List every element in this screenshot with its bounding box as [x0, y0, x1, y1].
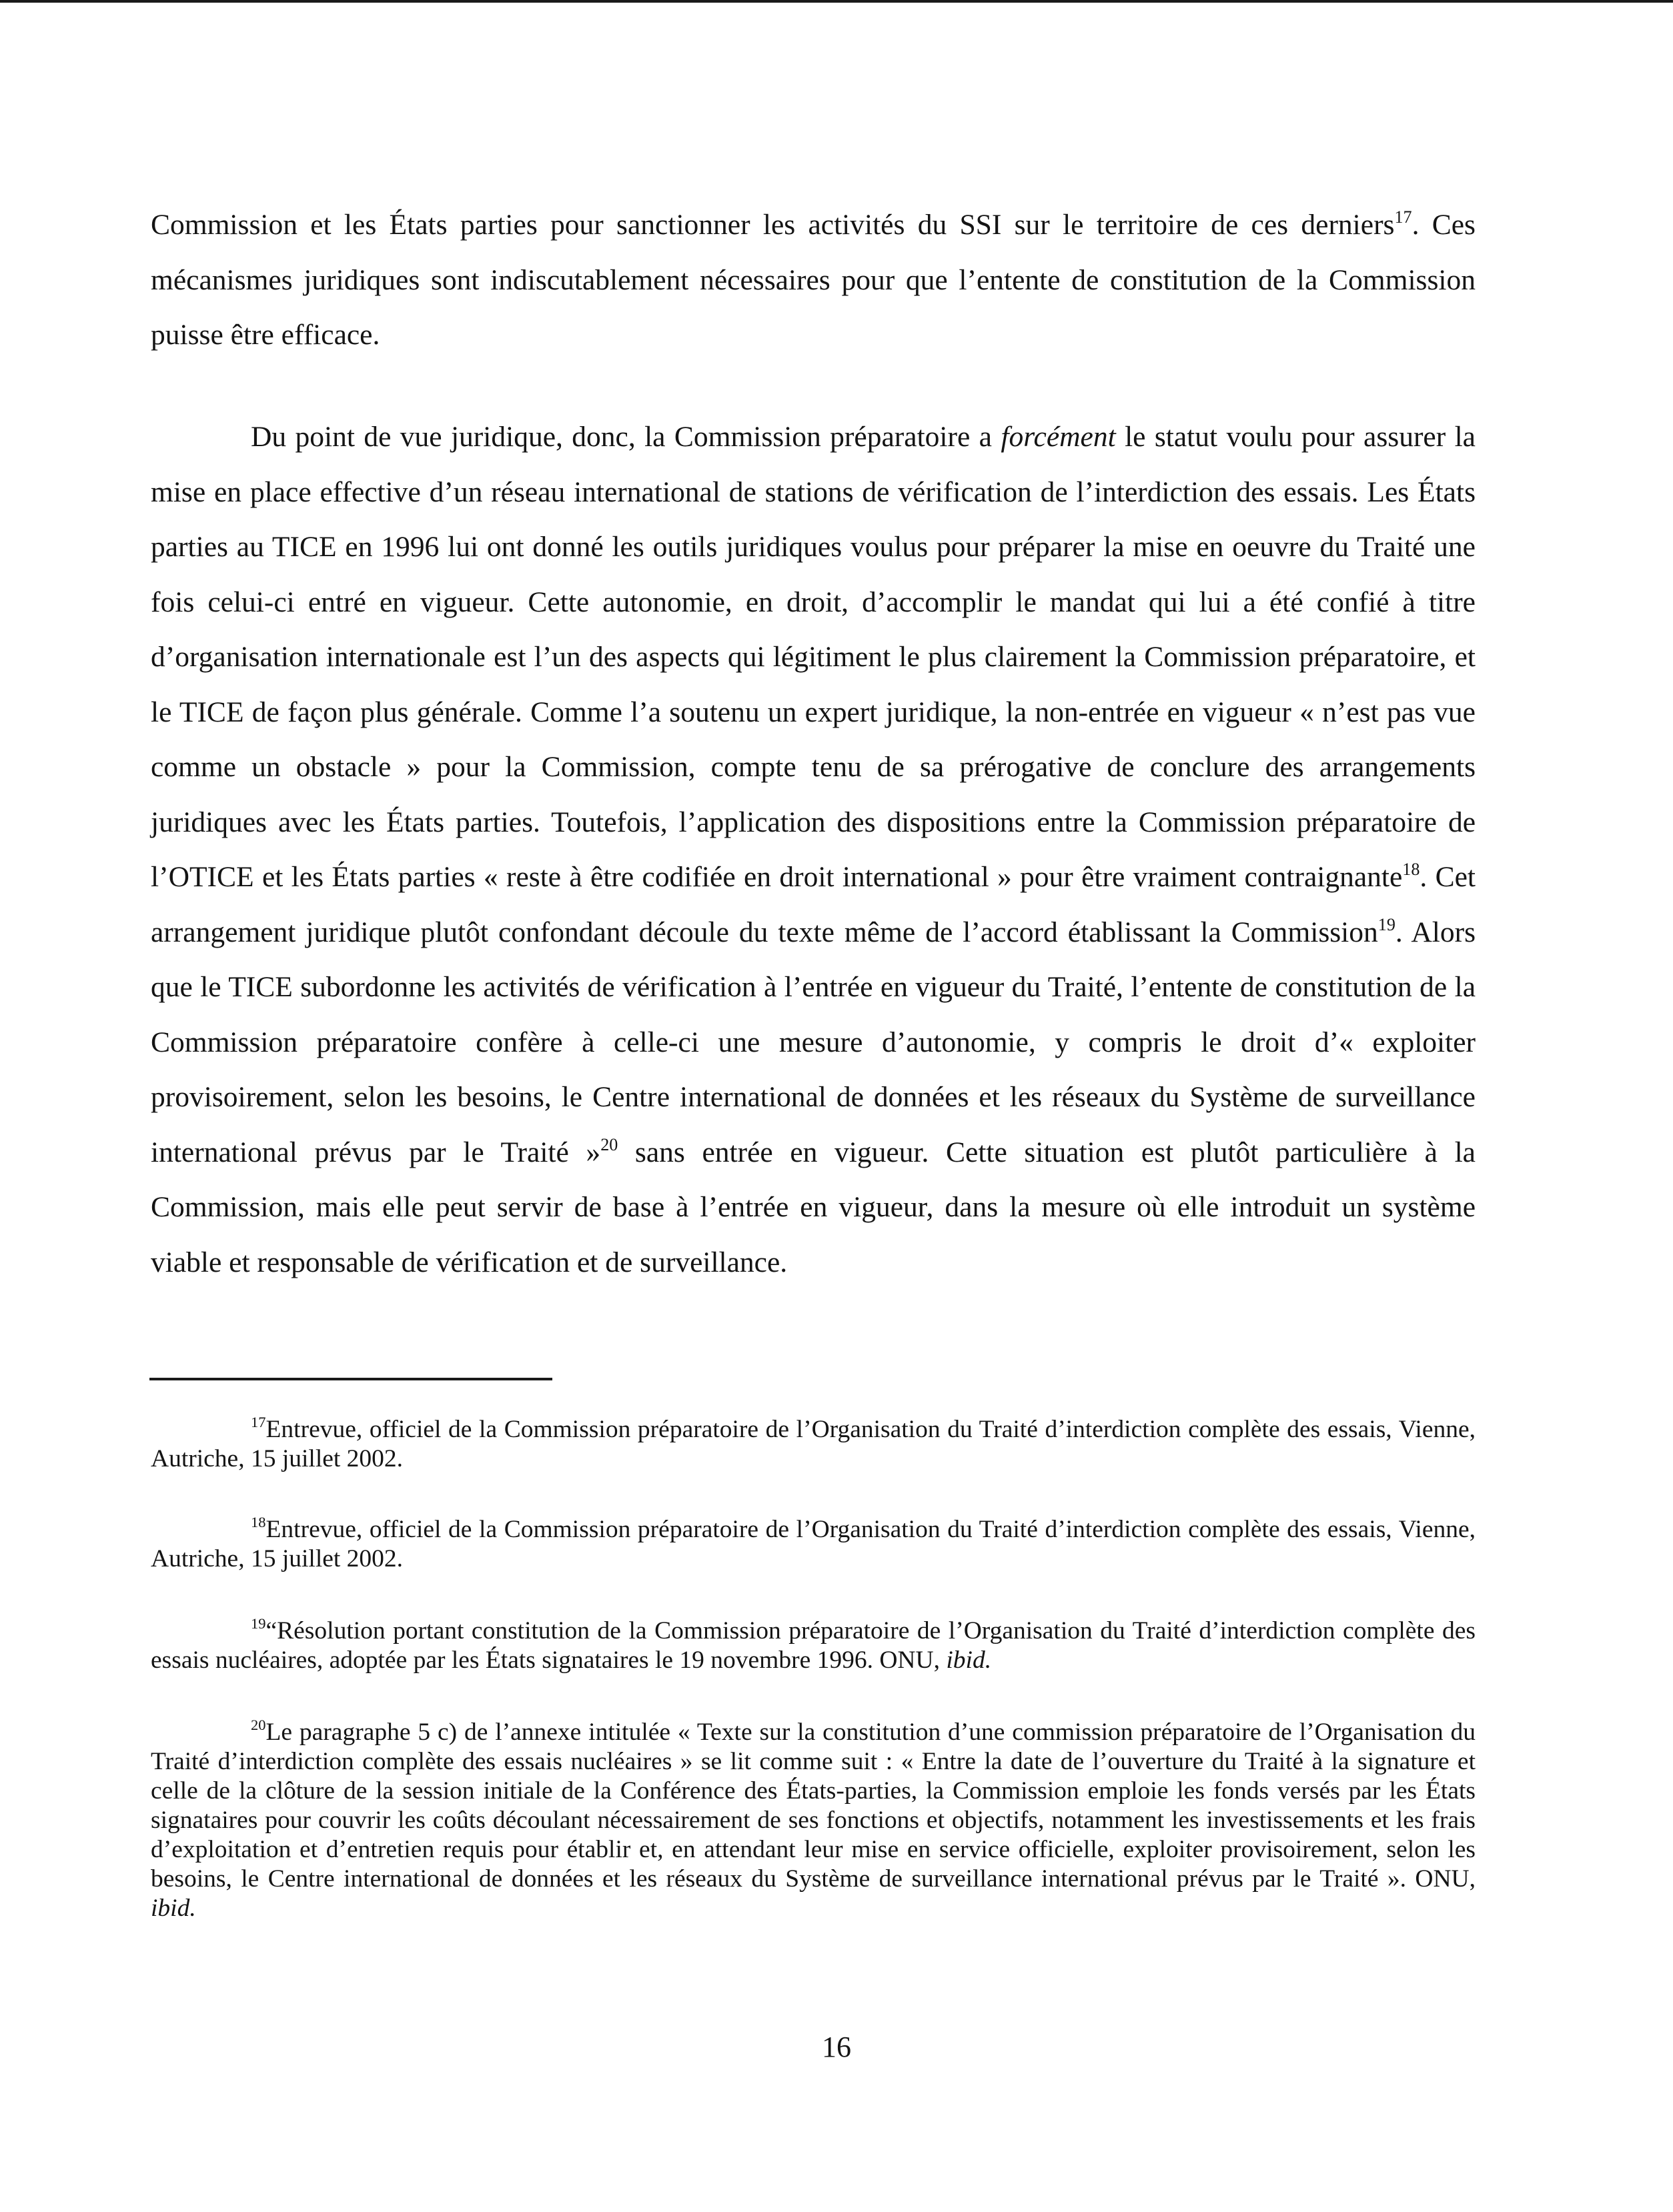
- paragraph-text-part: . Ces mécanismes juridiques sont indiscutablement nécessaires pour que l’entente de constitution de la Commission puisse être efficace.: [151, 209, 1476, 351]
- footnote-ibid: ibid.: [151, 1895, 196, 1922]
- footnote-19: [151, 1616, 1476, 1675]
- paragraph-text-part: sans entrée en vigueur. Cette situation est plutôt particulière à la Commission, mais elle peut servir de base à l’entrée en vigueur, dans la mesure où elle introduit un système viable et responsable de vérification et de surveillance.: [151, 1136, 1476, 1278]
- paragraph-text-part: le statut voulu pour assurer la mise en place effective d’un réseau international de stations de vérification de l’interdiction des essais. Les États parties au TICE en 1996 lui ont donné les outils juridiques voulus pour préparer la mise en oeuvre du Traité une fois celui-ci entré en vigueur. Cette autonomie, en droit, d’accomplir le mandat qui lui a été confié à titre d’organisation internationale est l’un des aspects qui légitiment le plus clairement la Commission préparatoire, et le TICE de façon plus générale. Comme l’a soutenu un expert juridique, la non-entrée en vigueur « n’est pas vue comme un obstacle » pour la Commission, compte tenu de sa prérogative de conclure des arrangements juridiques avec les États parties. Toutefois, l’application des dispositions entre la Commission préparatoire de l’OTICE et les États parties « reste à être codifiée en droit international » pour être vraiment contraignante: [151, 421, 1476, 893]
- paragraph-text-part: . Cet arrangement juridique plutôt confondant découle du texte même de l’accord établissant la Commission: [151, 861, 1476, 948]
- footnote-ref-18[interactable]: 18: [1402, 860, 1420, 880]
- paragraph-text-part: . Alors que le TICE subordonne les activités de vérification à l’entrée en vigueur du Traité, l’entente de constitution de la Commission préparatoire confère à celle-ci une mesure d’autonomie, y compris le droit d’« exploiter provisoirement, selon les besoins, le Centre international de données et les réseaux du Système de surveillance international prévus par le Traité »: [151, 916, 1476, 1168]
- footnote-ibid: ibid.: [946, 1646, 992, 1674]
- footnote-number: 20: [251, 1717, 266, 1734]
- footnote-ref-20[interactable]: 20: [600, 1134, 618, 1154]
- footnote-text: Entrevue, officiel de la Commission préparatoire de l’Organisation du Traité d’interdiction complète des essais, Vienne, Autriche, 15 juillet 2002.: [151, 1516, 1476, 1572]
- footnote-text: Entrevue, officiel de la Commission préparatoire de l’Organisation du Traité d’interdiction complète des essais, Vienne, Autriche, 15 juillet 2002.: [151, 1416, 1476, 1472]
- footnote-ref-17[interactable]: 17: [1394, 207, 1412, 227]
- footnotes: [151, 0, 1476, 2212]
- footnote-text: “Résolution portant constitution de la Commission préparatoire de l’Organisation du Traité d’interdiction complète des essais nucléaires, adoptée par les États signataires le 19 novembre 1996. ONU,: [151, 1617, 1476, 1674]
- page-number: 16: [822, 2031, 851, 2063]
- emphasis-forcement: forcément: [1001, 421, 1116, 453]
- footnote-text: Le paragraphe 5 c) de l’annexe intitulée « Texte sur la constitution d’une commission préparatoire de l’Organisation du Traité d’interdiction complète des essais nucléaires » se lit comme suit : « Entre la date de l’ouverture du Traité à la signature et celle de la clôture de la session initiale de la Conférence des États-parties, la Commission emploie les fonds versés par les États signataires pour couvrir les coûts découlant nécessairement de ses fonctions et objectifs, notamment les investissements et les frais d’exploitation et d’entretien requis pour établir et, en attendant leur mise en service officielle, exploiter provisoirement, selon les besoins, le Centre international de données et les réseaux du Système de surveillance international prévus par le Traité ». ONU,: [151, 1719, 1476, 1893]
- paragraph-text-part: Commission et les États parties pour sanctionner les activités du SSI sur le territoire de ces derniers: [151, 209, 1395, 241]
- footnote-number: 17: [251, 1414, 266, 1431]
- footnote-ref-19[interactable]: 19: [1377, 914, 1396, 934]
- footnote-20: [151, 1718, 1476, 1923]
- footnote-18: [151, 1515, 1476, 1574]
- paragraph-text-part: Du point de vue juridique, donc, la Commission préparatoire a: [251, 421, 1001, 453]
- footnote-17: [151, 1415, 1476, 1474]
- footnote-number: 19: [251, 1615, 266, 1632]
- footnote-number: 18: [251, 1514, 266, 1531]
